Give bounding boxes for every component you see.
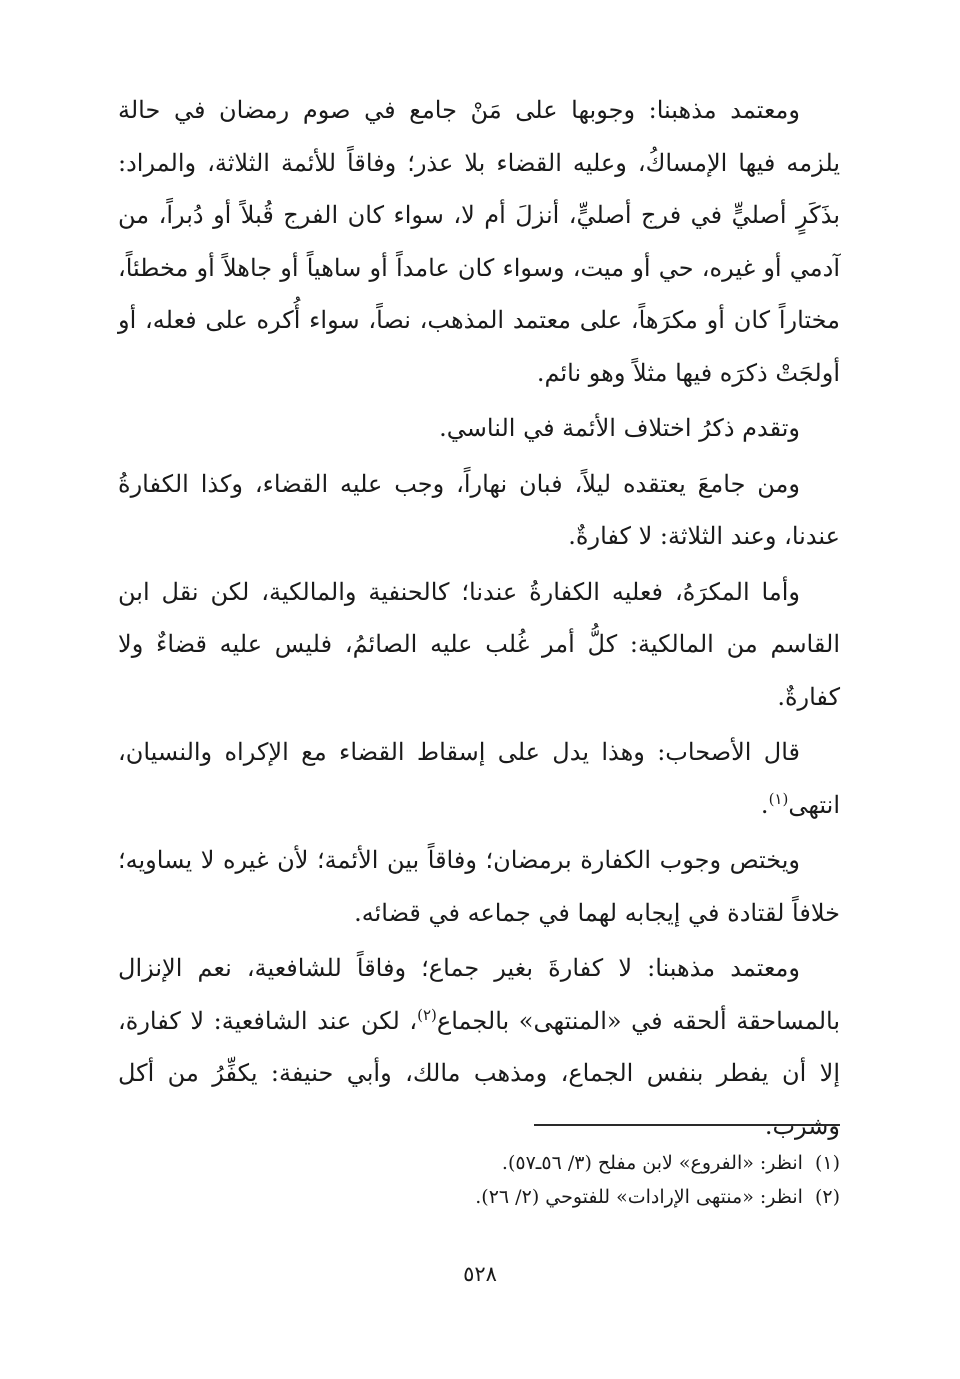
paragraph	[118, 402, 840, 455]
footnote-ref[interactable]: (١)	[768, 789, 789, 808]
paragraph-text: ومعتمد مذهبنا: لا كفارةَ بغير جماع؛ وفاقاً للشافعية، نعم الإنزال بالمساحقة ألحقه في «المنتهى» بالجماع	[118, 954, 841, 1035]
footnote-item	[118, 1180, 840, 1214]
paragraph	[118, 726, 840, 831]
paragraph-text: قال الأصحاب: وهذا يدل على إسقاط القضاء مع الإكراه والنسيان، انتهى	[118, 738, 840, 819]
footnote-ref[interactable]: (٢)	[417, 1005, 437, 1024]
paragraph	[118, 84, 840, 399]
footnote-text: انظر: «الفروع» لابن مفلح (٣/ ٥٦ـ٥٧).	[501, 1152, 803, 1174]
paragraph-text-after: ، لكن عند الشافعية: لا كفارة، إلا أن يفطر بنفس الجماع، ومذهب مالك، وأبي حنيفة: يكفِّرُ من أكل وشرب.	[118, 1006, 840, 1140]
paragraph	[118, 566, 840, 724]
paragraph	[118, 834, 840, 939]
paragraph-text-after: .	[760, 790, 769, 819]
paragraph-text: ومعتمد مذهبنا: وجوبها على مَنْ جامع في صوم رمضان في حالة يلزمه فيها الإمساكُ، وعليه القضاء بلا عذر؛ وفاقاً للأئمة الثلاثة، والمراد: بذَكَرٍ أصليٍّ في فرج أصليٍّ، أنزلَ أم لا، سواء كان الفرج قُبلاً أو دُبراً، من آدمي أو غيره، حي أو ميت، وسواء كان عامداً أو ساهياً أو جاهلاً أو مخطئاً، مختاراً كان أو مكرَهاً، على معتمد المذهب، نصاً، سواء أُكره على فعله، أو أولجَتْ ذكرَه فيها مثلاً وهو نائم.	[118, 96, 840, 387]
footnotes	[118, 1146, 840, 1214]
paragraph-text: ومن جامعَ يعتقده ليلاً، فبان نهاراً، وجب عليه القضاء، وكذا الكفارةُ عندنا، وعند الثلاثة: لا كفارةٌ.	[118, 469, 840, 550]
paragraph	[118, 942, 840, 1152]
main-text	[118, 84, 840, 1152]
footnote-divider	[534, 1124, 840, 1126]
footnote-text: انظر: «منتهى الإرادات» للفتوحي (٢/ ٢٦).	[475, 1186, 803, 1208]
footnote-item	[118, 1146, 840, 1180]
paragraph-text: ويختص وجوب الكفارة برمضان؛ وفاقاً بين الأئمة؛ لأن غيره لا يساويه؛ خلافاً لقتادة في إيجابه لهما في جماعه في قضائه.	[118, 846, 840, 927]
paragraph-text: وتقدم ذكرُ اختلاف الأئمة في الناسي.	[439, 414, 800, 442]
paragraph	[118, 458, 840, 563]
footnote-number: (١)	[814, 1152, 840, 1174]
footnote-number: (٢)	[814, 1186, 840, 1208]
page-number: ٥٢٨	[463, 1262, 497, 1286]
paragraph-text: وأما المكرَهُ، فعليه الكفارةُ عندنا؛ كالحنفية والمالكية، لكن نقل ابن القاسم من المالكية: كلُّ أمر غُلب عليه الصائمُ، فليس عليه قضاءٌ ولا كفارةٌ.	[118, 577, 840, 711]
